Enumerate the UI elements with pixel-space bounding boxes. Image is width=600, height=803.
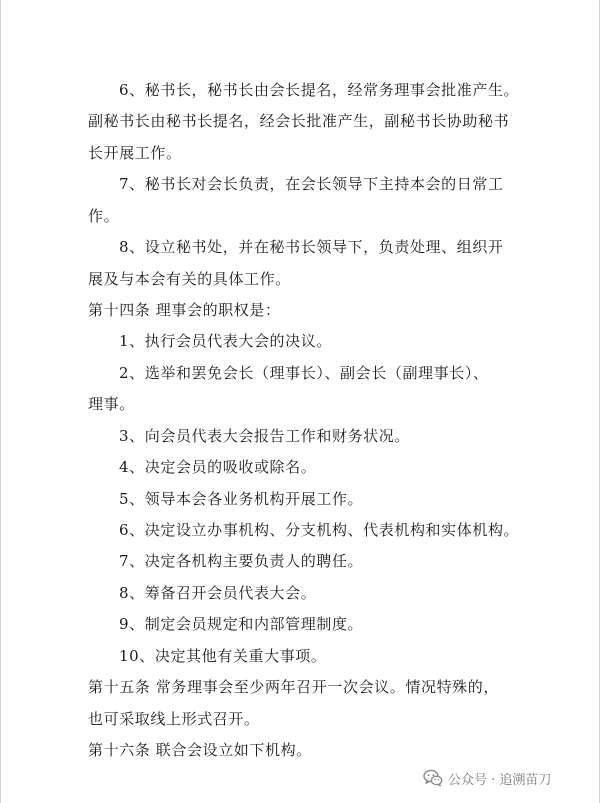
article-heading: 第十五条 常务理事会至少两年召开一次会议。情况特殊的， <box>88 678 499 696</box>
doc-line: 作。 <box>88 207 120 225</box>
doc-line: 5、领导本会各业务机构开展工作。 <box>119 490 364 508</box>
doc-line: 4、决定会员的吸收或除名。 <box>119 458 317 476</box>
doc-line: 也可采取线上形式召开。 <box>88 710 260 728</box>
doc-line: 展及与本会有关的具体工作。 <box>88 270 291 288</box>
article-heading: 第十四条 理事会的职权是： <box>88 301 281 319</box>
doc-line: 理事。 <box>88 395 135 413</box>
doc-line: 8、设立秘书处，并在秘书长领导下，负责处理、组织开 <box>119 238 504 256</box>
doc-line: 长开展工作。 <box>88 144 182 162</box>
wechat-icon <box>423 769 443 787</box>
doc-line: 1、执行会员代表大会的决议。 <box>119 332 332 350</box>
doc-line: 3、向会员代表大会报告工作和财务状况。 <box>119 427 410 445</box>
doc-line: 2、选举和罢免会长（理事长）、副会长（副理事长）、 <box>119 364 489 382</box>
doc-line: 10、决定其他有关重大事项。 <box>119 647 327 665</box>
doc-line: 7、决定各机构主要负责人的聘任。 <box>119 552 364 570</box>
wechat-watermark <box>423 767 551 789</box>
article-heading: 第十六条 联合会设立如下机构。 <box>88 741 312 759</box>
doc-line: 6、决定设立办事机构、分支机构、代表机构和实体机构。 <box>119 521 520 539</box>
watermark-text: 公众号 · 追溯苗刀 <box>448 772 552 788</box>
doc-line: 副秘书长由秘书长提名，经会长批准产生，副秘书长协助秘书 <box>88 112 510 130</box>
doc-line: 9、制定会员规定和内部管理制度。 <box>119 615 364 633</box>
doc-line: 6、秘书长，秘书长由会长提名，经常务理事会批准产生。 <box>119 81 520 99</box>
doc-line: 8、筹备召开会员代表大会。 <box>119 584 317 602</box>
doc-line: 7、秘书长对会长负责，在会长领导下主持本会的日常工 <box>119 175 504 193</box>
